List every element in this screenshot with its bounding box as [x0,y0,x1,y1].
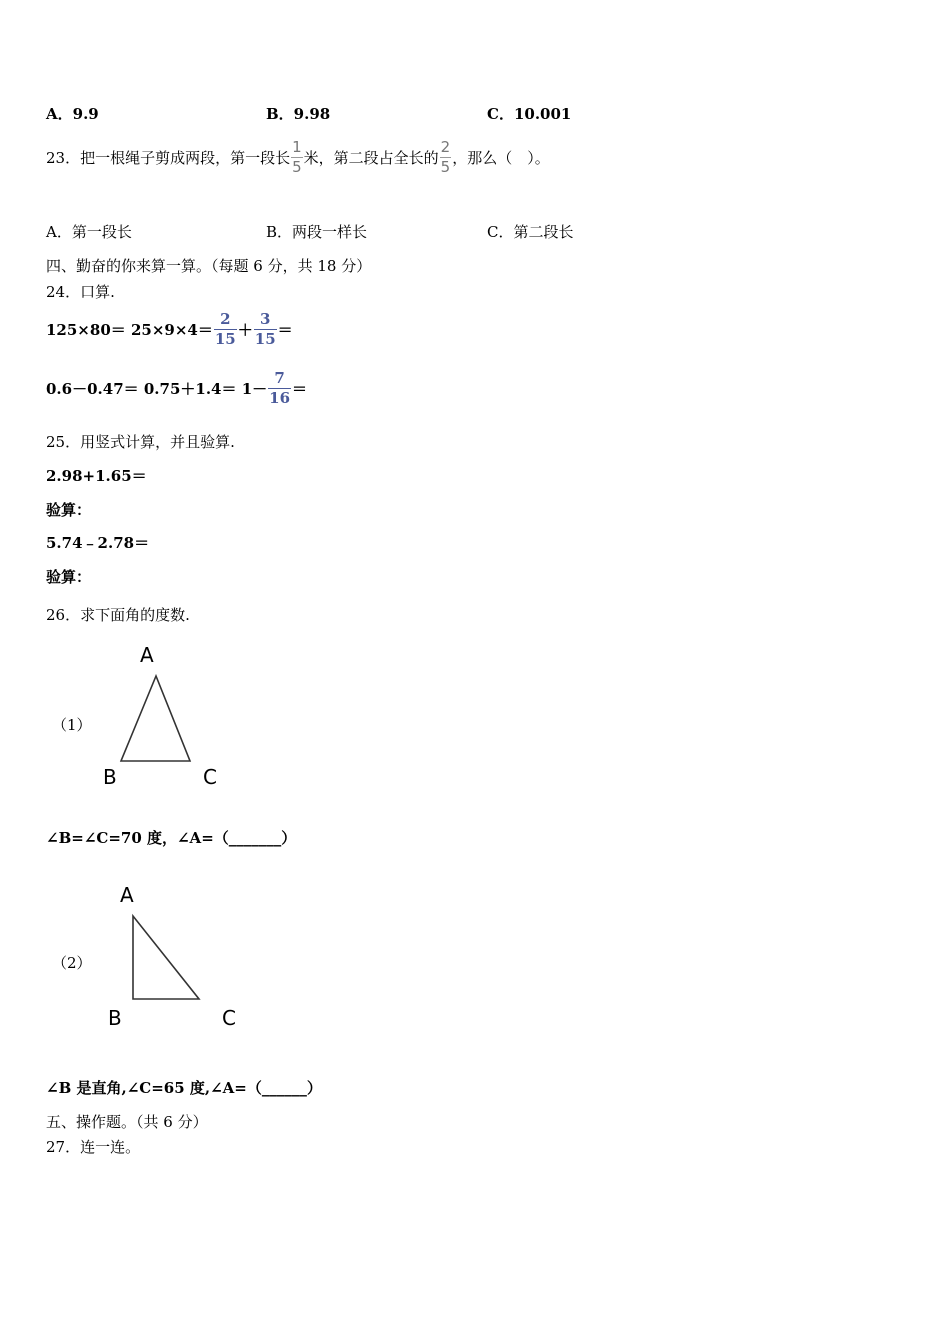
triangle-2-vertex-c: C [222,1006,236,1030]
triangle-1-vertex-c: C [203,765,217,789]
q24-line-1-fraction-1-denominator: 15 [214,329,236,348]
q25-expression-2: 5.74﹣2.78＝ [46,534,150,552]
section-4-title: 四、勤奋的你来算一算。（每题 6 分，共 18 分） [46,257,372,275]
q23-question [46,137,550,177]
q22-option-b: B．9.98 [266,105,331,123]
q26-answer-2: ∠B 是直角,∠C=65 度,∠A=（______） [46,1079,322,1097]
q24-line-1-fraction-2-numerator: 3 [254,312,277,330]
q23-prefix: 23．把一根绳子剪成两段，第一段长 [46,148,291,167]
q24-line-2-fraction-numerator: 7 [268,371,291,389]
q24-line-2 [46,367,307,409]
q24-line-1-fraction-1-numerator: 2 [214,312,237,330]
q26-figure-1-label: （1） [52,716,92,734]
q26-figure-2-label: （2） [52,954,92,972]
q25-check-1: 验算： [46,501,92,519]
q25-expression-1: 2.98+1.65＝ [46,467,147,485]
q23-fraction-2 [440,137,452,176]
q24-line-1-fraction-2-denominator: 15 [254,329,276,348]
q24-line-2-fraction-denominator: 16 [269,388,291,407]
q22-option-a: A．9.9 [46,105,99,123]
q23-fraction-2-numerator: 2 [440,137,451,156]
triangle-2-vertex-b: B [108,1006,122,1030]
q23-option-a: A．第一段长 [46,223,132,241]
q23-fraction-2-denominator: 5 [440,157,451,176]
q24-line-2-equals: ＝ [292,379,308,398]
section-5-title: 五、操作题。（共 6 分） [46,1113,208,1131]
q24-title: 24．口算. [46,283,115,301]
q24-line-1 [46,308,293,350]
q26-figure-1-triangle [95,640,235,795]
triangle-2-shape [133,916,199,999]
triangle-1-vertex-b: B [103,765,117,789]
q25-check-2: 验算： [46,568,92,586]
triangle-1-vertex-a: A [140,643,154,667]
q26-title: 26．求下面角的度数. [46,606,190,624]
q22-option-c: C．10.001 [487,105,572,123]
q23-option-c: C．第二段长 [487,223,574,241]
q25-title: 25．用竖式计算，并且验算. [46,433,235,451]
q24-line-2-text: 0.6－0.47＝ 0.75＋1.4＝ 1－ [46,379,268,398]
q23-middle: 米，第二段占全长的 [303,148,439,167]
q24-line-1-plus: ＋ [237,320,253,339]
q23-suffix: ，那么（ ）。 [452,148,550,167]
q23-fraction-1-numerator: 1 [292,137,302,156]
triangle-2-vertex-a: A [120,883,134,907]
q27-title: 27．连一连。 [46,1138,141,1156]
q23-fraction-1-denominator: 5 [292,157,302,176]
q24-line-1-fraction-1 [214,309,237,348]
q23-fraction-1 [291,137,303,176]
triangle-1-shape [121,676,190,761]
q24-line-1-equals: ＝ [277,320,293,339]
q24-line-1-text: 125×80＝ 25×9×4＝ [46,320,213,339]
q24-line-1-fraction-2 [254,309,277,348]
q26-figure-2-triangle [100,878,250,1038]
q24-line-2-fraction [268,368,291,407]
q23-option-b: B．两段一样长 [266,223,368,241]
q26-answer-1: ∠B=∠C=70 度，∠A=（_______） [46,829,297,847]
